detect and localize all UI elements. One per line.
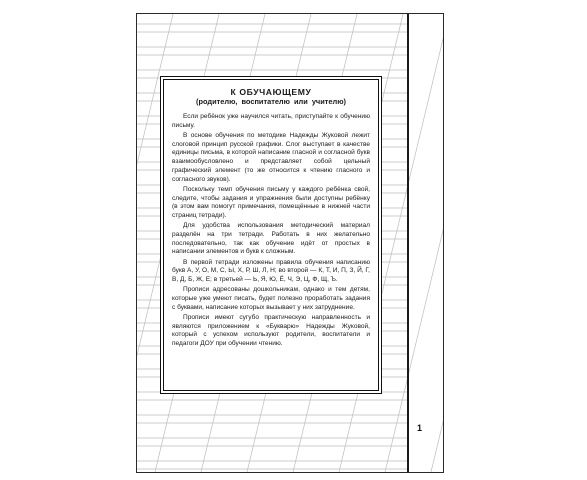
paragraph: Прописи имеют сугубо практическую направленность и являются приложением к «Букварю» Надежды Жуковой, который с успехом используют родители, воспитатели и педагоги ДОУ при обучении чтению. bbox=[172, 314, 370, 348]
page-title: К ОБУЧАЮЩЕМУ bbox=[230, 87, 312, 97]
paragraph: Для удобства использования методический материал разделён на три тетради. Работать в них желательно последовательно, так как обучение идёт от простых в написании элементов и букв к сложным. bbox=[172, 222, 370, 256]
paragraph: В основе обучения по методике Надежды Жуковой лежит слоговой принцип русской графики. Слог выступает в качестве единицы письма, в которой написание гласной и согласной букв взаимообусловлено и представляет собой цельный графический элемент (то же относится к чтению гласного и согласного звуков). bbox=[172, 132, 370, 183]
paragraph: Прописи адресованы дошкольникам, однако и тем детям, которые уже умеют писать, будет полезно проработать задания с буквами, написание которых вызывает у них затруднение. bbox=[172, 286, 370, 311]
page-number: 1 bbox=[417, 423, 423, 433]
instruction-box bbox=[163, 79, 379, 391]
page-subtitle: (родителю, воспитателю или учителю) bbox=[196, 97, 346, 106]
paragraph: Поскольку темп обучения письму у каждого ребёнка свой, следите, чтобы задания и упражнения были доступны ребёнку (в этом вам помогут примечания, помещённые в нижней части страниц тетради). bbox=[172, 185, 370, 219]
copybook-page bbox=[136, 13, 444, 473]
paragraph: В первой тетради изложены правила обучения написанию букв А, У, О, М, С, Ы, Х, Р, Ш, Л, Н; во второй — К, Т, И, П, З, Й, Г, В, Д, Б, Ж, Е; в третьей — Ь, Я, Ю, Ё, Ч, Э, Ц, Ф, Щ, Ъ. bbox=[172, 258, 370, 284]
paragraph: Если ребёнок уже научился читать, приступайте к обучению письму. bbox=[172, 113, 370, 129]
margin-line bbox=[407, 14, 409, 472]
